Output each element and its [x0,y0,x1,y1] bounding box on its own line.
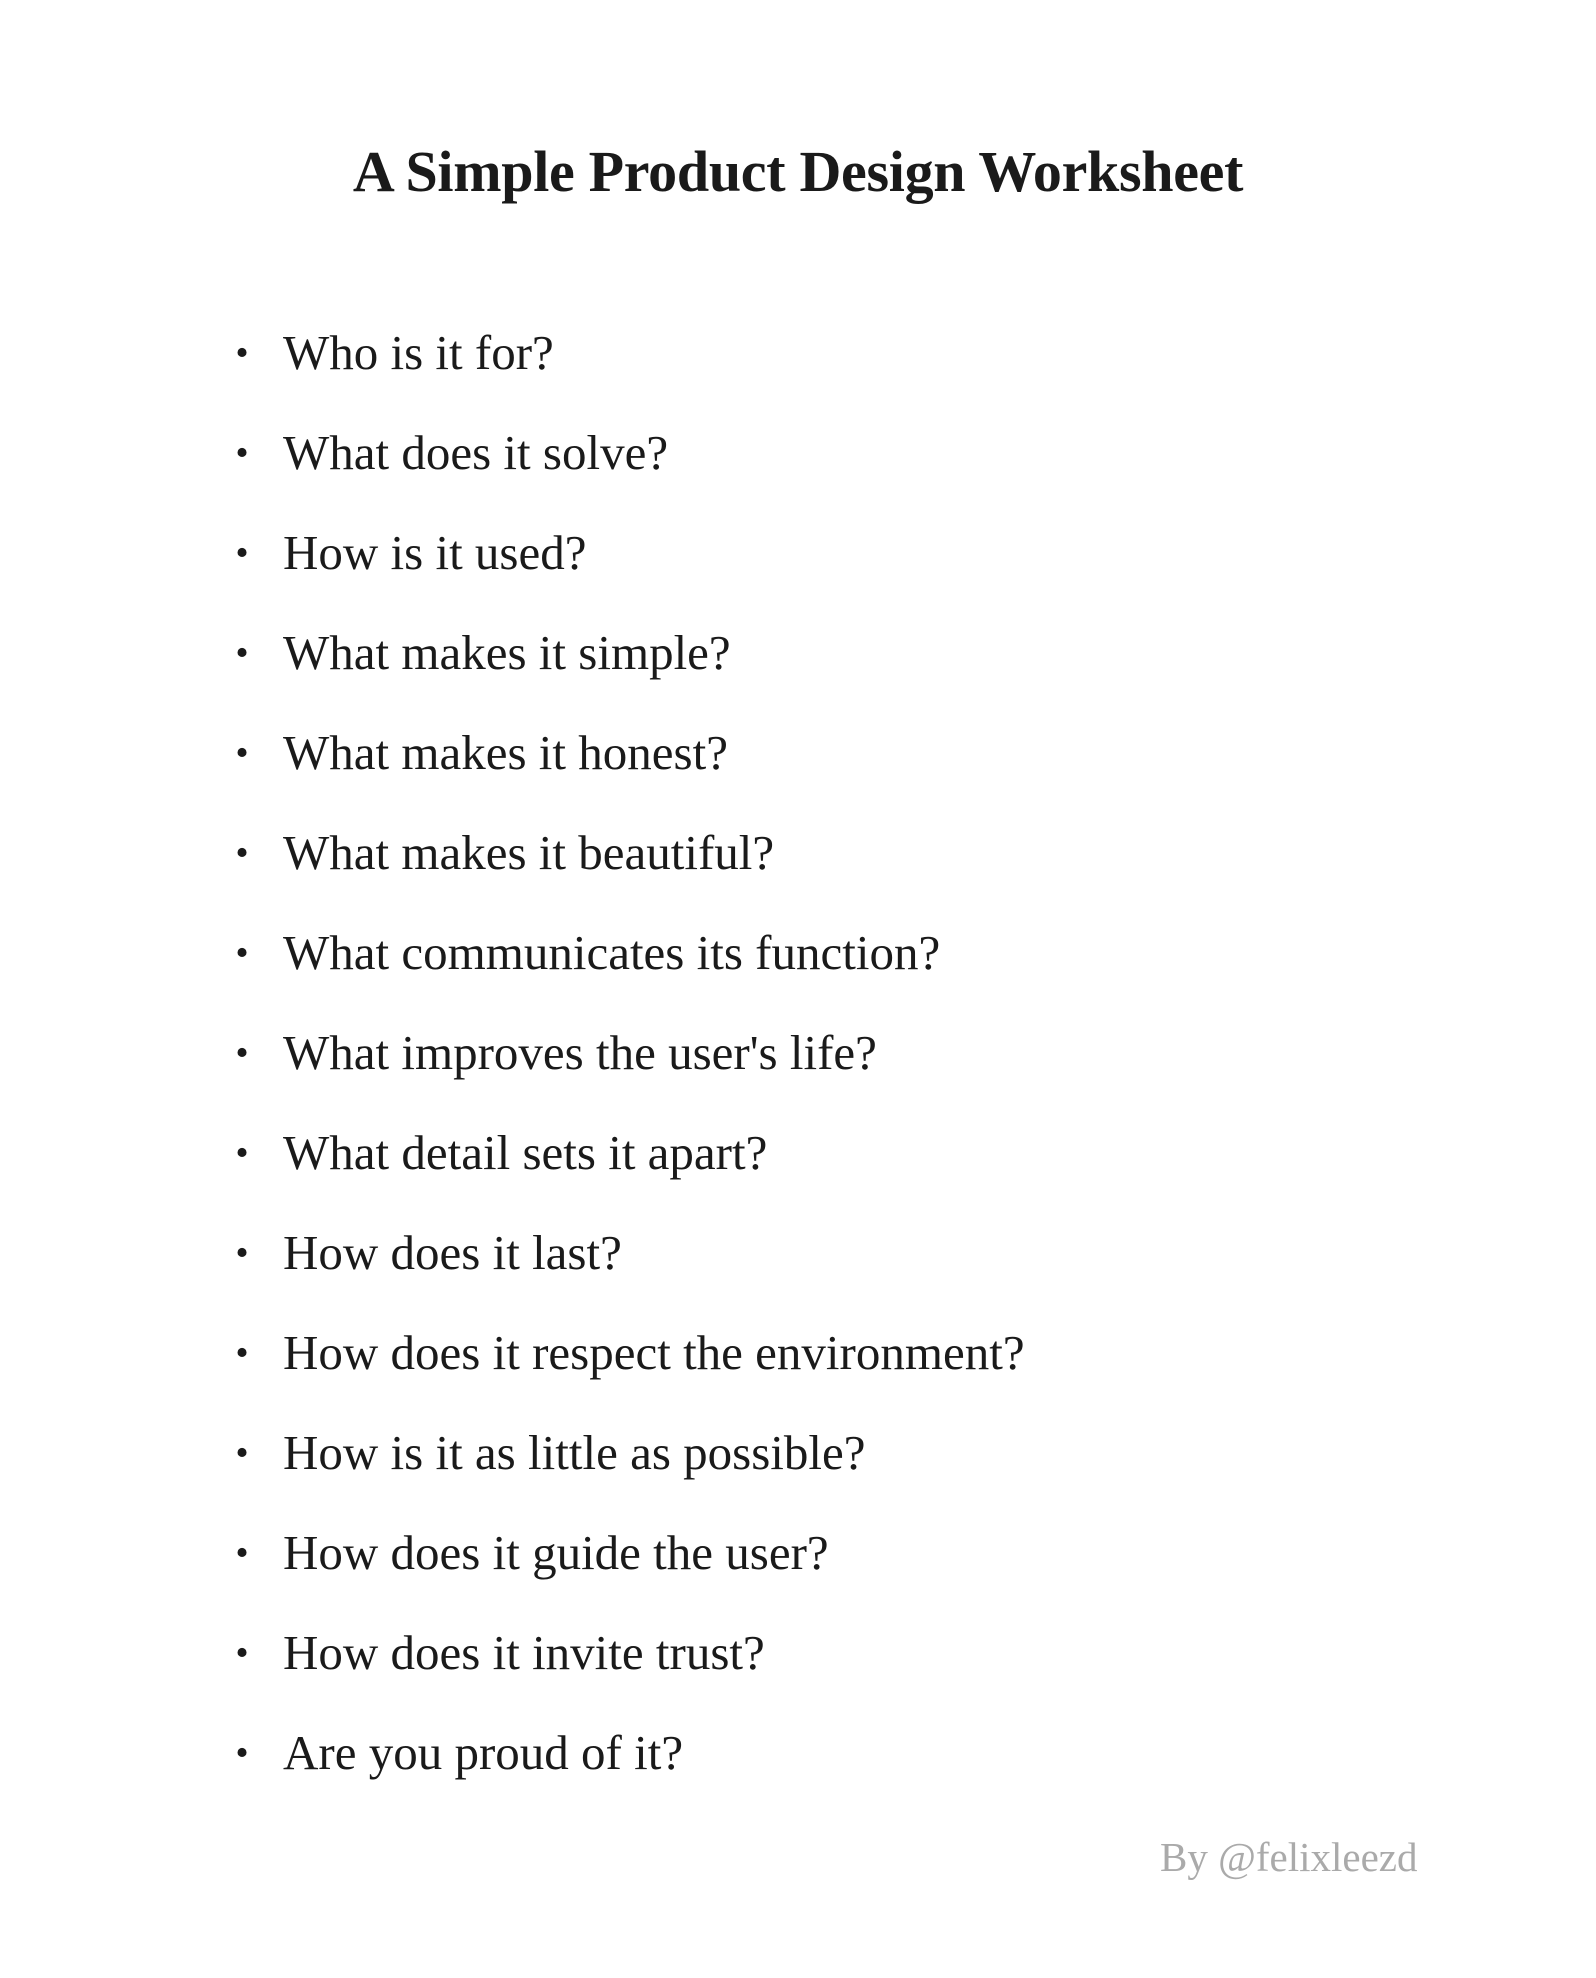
bullet-icon: • [235,1432,249,1474]
bullet-icon: • [235,1032,249,1074]
bullet-icon: • [235,732,249,774]
bullet-icon: • [235,832,249,874]
page-title: A Simple Product Design Worksheet [352,139,1244,204]
question-text: How is it as little as possible? [283,1425,866,1480]
question-text: What makes it honest? [283,725,728,780]
question-text: How is it used? [283,525,587,580]
question-text: How does it respect the environment? [283,1325,1025,1380]
question-text: How does it invite trust? [283,1625,765,1680]
bullet-icon: • [235,1232,249,1274]
bullet-icon: • [235,1632,249,1674]
question-text: What communicates its function? [283,925,941,980]
bullet-icon: • [235,932,249,974]
bullet-icon: • [235,532,249,574]
question-text: What improves the user's life? [283,1025,877,1080]
bullet-icon: • [235,632,249,674]
bullet-icon: • [235,332,249,374]
question-text: What detail sets it apart? [283,1125,768,1180]
question-text: Are you proud of it? [283,1725,684,1780]
bullet-icon: • [235,1332,249,1374]
bullet-icon: • [235,432,249,474]
author-credit: By @felixleezd [1160,1834,1418,1880]
bullet-icon: • [235,1132,249,1174]
question-text: How does it last? [283,1225,622,1280]
question-text: What makes it beautiful? [283,825,775,880]
bullet-icon: • [235,1532,249,1574]
question-text: How does it guide the user? [283,1525,829,1580]
bullet-icon: • [235,1732,249,1774]
question-text: Who is it for? [283,325,554,380]
question-text: What makes it simple? [283,625,731,680]
question-text: What does it solve? [283,425,669,480]
